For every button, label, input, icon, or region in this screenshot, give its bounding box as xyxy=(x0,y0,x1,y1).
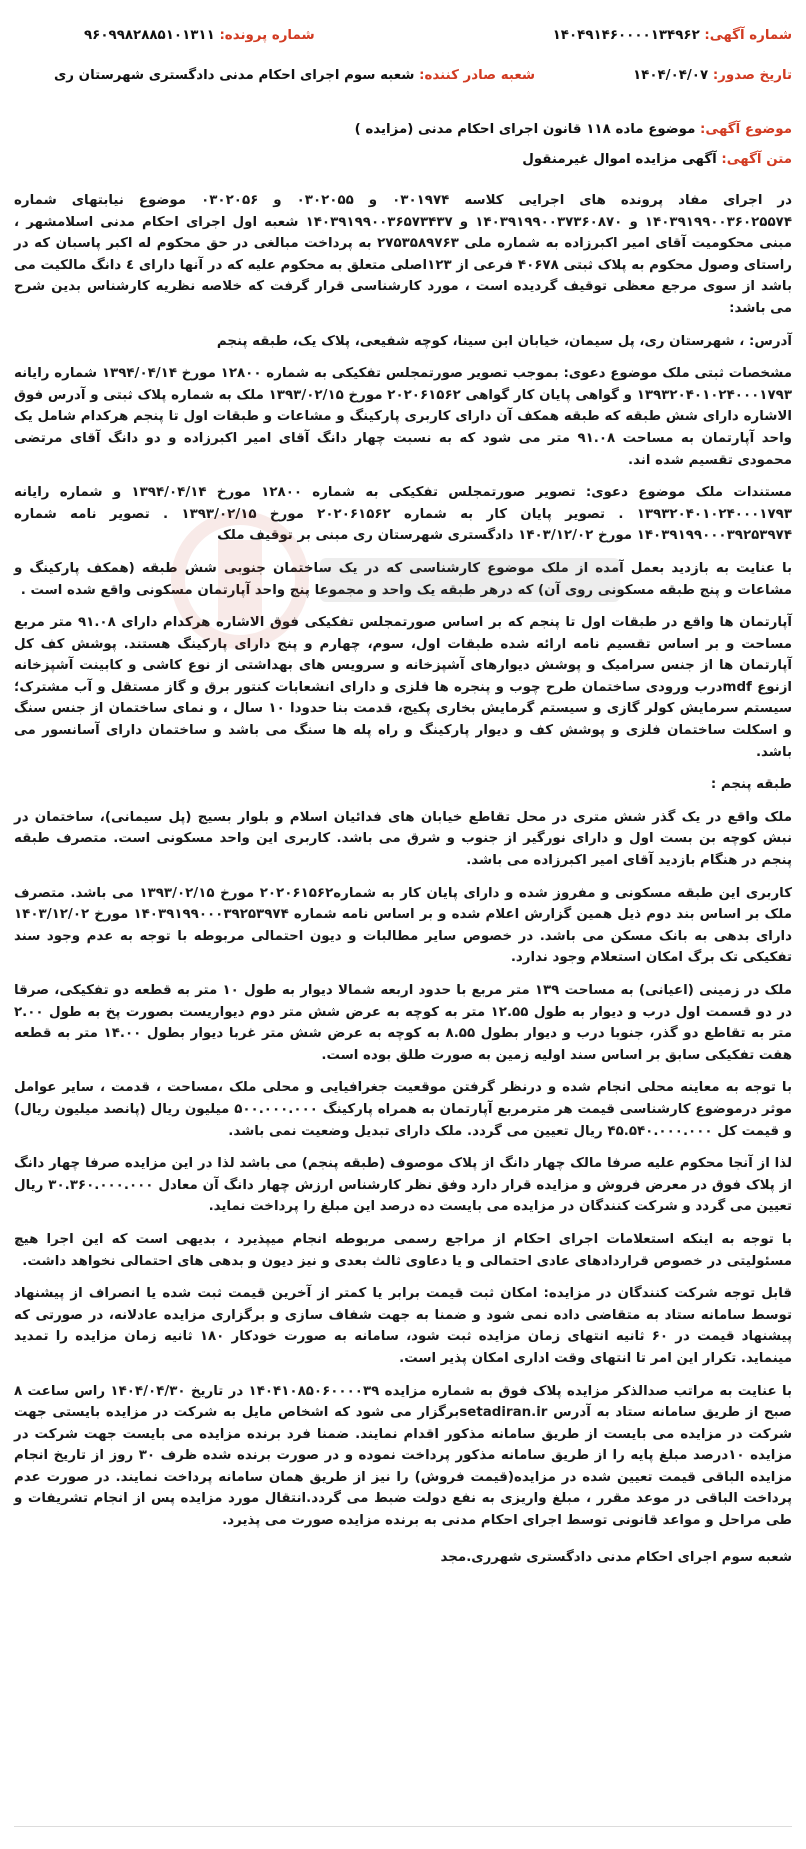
floor-title: طبقه پنجم : xyxy=(710,777,792,793)
paragraph-notice: قابل توجه شرکت کنندگان در مزایده: امکان ثبت قیمت برابر یا کمتر از آخرین قیمت ثبت شده یا انصراف از پیشنهاد توسط سامانه ستاد به متقاضی داده نمی شود و ضمنا به جهت شفاف سازی و برگزاری مزایده عادلانه، در صورتی که پیشنهاد قیمت در ۶۰ ثانیه انتهای زمان مزایده ثبت شود، سامانه به صورت خودکار ۱۸۰ ثانیه زمان مزایده را تمدید مینماید. تکرار این امر تا انتهای وقت اداری امکان پذیر است. xyxy=(14,1286,792,1366)
paragraph-address: آدرس: ، شهرستان ری، پل سیمان، خیابان ابن سینا، کوچه شفیعی، پلاک یک، طبقه پنجم xyxy=(216,333,792,349)
paragraph-visit: با عنایت به بازدید بعمل آمده از ملک موضوع کارشناسی که در یک ساختمان جنوبی شش طبقه (همکف پارکینگ و مشاعات و پنج طبقه مسکونی روی آن) که درهر طبقه یک واحد و مجموعا پنج واحد آپارتمان مسکونی واقع شده است . xyxy=(14,560,792,598)
issue-date: تاریخ صدور: ۱۴۰۴/۰۴/۰۷ xyxy=(632,68,792,83)
case-number: شماره پرونده: ۹۶۰۹۹۸۲۸۸۵۱۰۱۳۱۱ xyxy=(84,28,315,43)
bottom-divider xyxy=(14,1826,792,1827)
header-row-2 xyxy=(14,66,792,86)
header-row-1 xyxy=(14,26,792,46)
ad-text-title: متن آگهی: آگهی مزایده اموال غیرمنقول xyxy=(522,152,792,167)
signature: شعبه سوم اجرای احکام مدنی دادگستری شهرری.مجد xyxy=(440,1549,792,1565)
paragraph-usage: کاربری این طبقه مسکونی و مفروز شده و دارای پایان کار به شماره۲۰۲۰۶۱۵۶۲ مورخ ۱۳۹۳/۰۲/۱۵ می باشد. متصرف ملک بر اساس بند دوم ذیل همین گزارش اعلام شده و بر اساس نامه شماره ۱۴۰۳۹۱۹۹۰۰۰۳۹۲۵۳۹۷۴ مورخ ۱۴۰۳/۱۲/۰۲ دارای بدهی به بانک مسکن می باشد. در خصوص سایر مطالبات و دیون احتمالی مربوطه با توجه به عدم وجود سند تفکیکی تک برگ امکان استعلام وجود ندارد. xyxy=(14,885,792,966)
paragraph-documents: مستندات ملک موضوع دعوی: تصویر صورتمجلس تفکیکی به شماره ۱۲۸۰۰ مورخ ۱۳۹۴/۰۴/۱۴ و شماره رایانه ۱۳۹۳۲۰۴۰۱۰۲۴۰۰۰۱۷۹۳ . تصویر پایان کار به شماره ۲۰۲۰۶۱۵۶۲ مورخ ۱۳۹۳/۰۲/۱۵ . تصویر نامه شماره ۱۴۰۳۹۱۹۹۰۰۰۳۹۲۵۳۹۷۴ مورخ ۱۴۰۳/۱۲/۰۲ دادگستری شهرستان ری مبنی بر توقیف ملک xyxy=(14,485,792,544)
paragraph-auction: با عنایت به مراتب صدالذکر مزایده پلاک فوق به شماره مزایده ۱۴۰۴۱۰۸۵۰۶۰۰۰۰۳۹ در تاریخ ۱۴۰۴/۰۴/۳۰ راس ساعت ۸ صبح از طریق سامانه ستاد به آدرس setadiran.irبرگزار می شود که اشخاص مایل به شرکت در مزایده بایستی جهت شرکت در مزایده می بایست از طریق سامانه مذکور اقدام نمایند. ضمنا فرد برنده مزایده می بایست جهت شرکت در مزایده ۱۰درصد مبلغ پایه را از طریق سامانه مذکور پرداخت نموده و در صورت برنده شده ظرف ۳۰ روز از تاریخ انجام مزایده الباقی قیمت تعیین شده در مزایده(قیمت فروش) را نیز از طریق همان سامانه پرداخت نمایند. در صورت عدم پرداخت الباقی در موعد مقرر ، مبلغ واریزی به نفع دولت ضبط می گردد.انتقال مورد مزایده پس از انجام تشریفات و طی مراحل و مواعد قانونی توسط اجرای احکام مدنی به برنده مزایده صورت می پذیرد. xyxy=(14,1383,793,1529)
issuer: شعبه صادر کننده: شعبه سوم اجرای احکام مدنی دادگستری شهرستان ری xyxy=(54,68,536,83)
paragraph-share: لذا از آنجا محکوم علیه صرفا مالک چهار دانگ از پلاک موصوف (طبقه پنجم) می باشد لذا در این مزایده صرفا چهار دانگ از پلاک فوق در معرض فروش و مزایده قرار دارد وفق نظر کارشناس ارزش چهار دانگ آن معادل ۳۰.۳۶۰.۰۰۰.۰۰۰ ریال تعیین می گردد و شرکت کنندگان در مزایده می بایست ده درصد این مبلغ را پرداخت نماید. xyxy=(14,1156,793,1215)
paragraph-intro: در اجرای مفاد پرونده های اجرایی کلاسه ۰۳۰۱۹۷۴ و ۰۳۰۲۰۵۵ و ۰۳۰۲۰۵۶ موضوع نیابتهای شماره ۱۴۰۳۹۱۹۹۰۰۳۶۰۲۵۵۷۴ و ۱۴۰۳۹۱۹۹۰۰۳۷۳۶۰۸۷۰ و ۱۴۰۳۹۱۹۹۰۰۳۶۵۷۳۴۳۷ شعبه اول اجرای احکام مدنی اسلامشهر ، مبنی محکومیت آقای امیر اکبرزاده به شماره ملی ۲۷۵۳۵۸۹۷۶۳ به پرداخت مبالغی در حق محکوم له اکبر پاسبان که در راستای وصول محکوم به پلاک ثبتی ۴۰۶۷۸ فرعی از ۱۲۳اصلی متعلق به محکوم علیه که در آنها دارای ٤ دانگ مالکیت می باشد از سوی مرجع معظی توقیف گردیده است ، مورد کارشناسی قرار گرفت که خلاصه نظریه کارشناس بدین شرح می باشد: xyxy=(14,193,792,316)
ad-number: شماره آگهی: ۱۴۰۴۹۱۴۶۰۰۰۰۱۳۴۹۶۲ xyxy=(552,28,792,43)
paragraph-location: ملک واقع در یک گذر شش متری در محل تقاطع خیابان های فدائیان اسلام و بلوار بسیج (پل سیمانی)، ساختمان در نبش کوچه بن بست اول و دارای نورگیر از جنوب و شرق می باشد. کاربری این واحد مسکونی است. متصرف طبقه پنجم در هنگام بازدید آقای امیر اکبرزاده می باشد. xyxy=(14,809,792,869)
paragraph-registration: مشخصات ثبتی ملک موضوع دعوی: بموجب تصویر صورتمجلس تفکیکی به شماره ۱۲۸۰۰ مورخ ۱۳۹۴/۰۴/۱۴ شماره رایانه ۱۳۹۳۲۰۴۰۱۰۲۴۰۰۰۱۷۹۳ و گواهی پایان کار گواهی ۲۰۲۰۶۱۵۶۲ مورخ ۱۳۹۳/۰۲/۱۵ ملک به شماره پلاک ثبتی و آدرس فوق الاشاره دارای شش طبقه که طبقه همکف آن دارای کاربری پارکینگ و مشاعات و طبقات اول تا پنجم هرکدام شامل یک واحد آپارتمان به مساحت ۹۱.۰۸ متر می شود که به نسبت چهار دانگ آقای امیر اکبرزاده و دو دانگ آقای مرتضی محمودی تقسیم شده اند. xyxy=(14,366,792,468)
paragraph-valuation: با توجه به معاینه محلی انجام شده و درنظر گرفتن موقعیت جغرافیایی و محلی ملک ،مساحت ، قدمت ، سایر عوامل موثر درموضوع کارشناسی قیمت هر مترمربع آپارتمان به همراه پارکینگ ۵۰۰.۰۰۰.۰۰۰ میلیون ریال (پانصد میلیون ریال) و قیمت کل ۴۵.۵۴۰.۰۰۰.۰۰۰ ریال تعیین می گردد. ملک دارای تبدیل وضعیت نمی باشد. xyxy=(14,1080,793,1139)
paragraph-land: ملک در زمینی (اعیانی) به مساحت ۱۳۹ متر مربع با حدود اربعه شمالا دیوار به طول ۱۰ متر به قطعه دو تفکیکی، صرقا در دو قسمت اول درب و دیوار به طول ۱۲.۵۵ متر به کوچه به عرض شش متر دوم دیواریست بصورت پخ به طول ۲.۰۰ متر به تقاطع دو گذر، جنوبا درب و دیوار بطول ۸.۵۵ به کوچه به عرض شش متر غربا دیوار بطول ۱۴.۰۰ متر به قطعه هفت تفکیکی سابق بر اساس سند اولیه زمین به صورت طلق بوده است. xyxy=(14,983,793,1063)
paragraph-apartments: آپارتمان ها واقع در طبقات اول تا پنجم که بر اساس صورتمجلس تفکیکی فوق الاشاره هرکدام دارای ۹۱.۰۸ متر مربع مساحت و بر اساس تقسیم نامه ارائه شده طبقات اول، سوم، چهارم و پنج دارای پارکینگ هستند. پوشش کف کل آپارتمان ها از جنس سرامیک و پوشش دیوارهای آشپزخانه و سرویس های بهداشتی از نوع کاشی و کابینت آشپزخانه ازنوع mdfدرب ورودی ساختمان طرح چوب و پنجره ها فلزی و دارای انشعابات کنتور برق و گاز مستقل و آب مشترک؛ سیستم سرمایش کولر گازی و سیستم گرمایش بخاری پکیج، قدمت بنا حدودا ۱۰ سال ، و نمای ساختمان از جنس سنگ و اسکلت ساختمان فلزی و پوشش کف و دیوار پارکینگ و راه پله ها سنگ می باشد و ساختمان دارای آسانسور می باشد. xyxy=(14,615,793,760)
paragraph-liability: با توجه به اینکه استعلامات اجرای احکام از مراجع رسمی مربوطه انجام میپذیرد ، بدیهی است که این اجرا هیچ مسئولیتی در خصوص قراردادهای عادی احتمالی و یا دعاوی ثالث بعدی و نیز دیون و بدهی های احتمالی نخواهد داشت. xyxy=(14,1231,792,1269)
ad-subject: موضوع آگهی: موضوع ماده ۱۱۸ قانون اجرای احکام مدنی (مزایده ) xyxy=(354,122,792,137)
